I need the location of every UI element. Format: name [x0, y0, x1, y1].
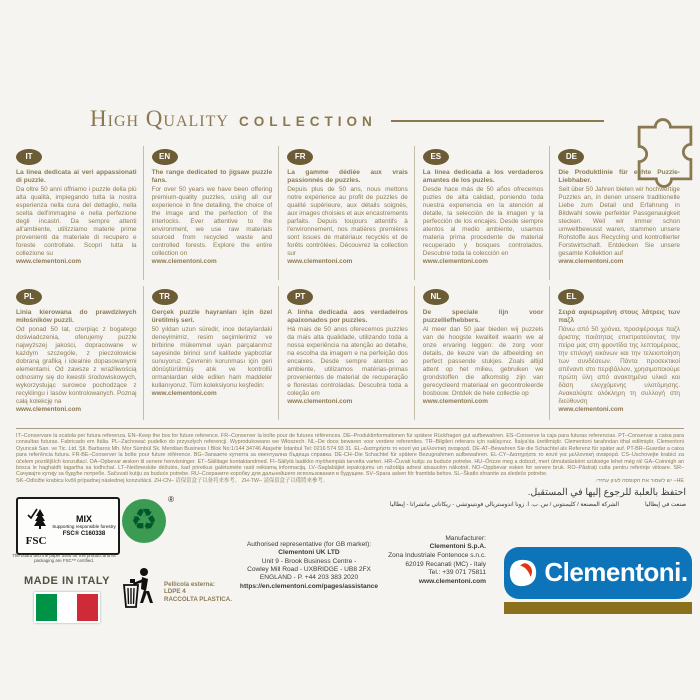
gb-rep-intro: Authorised representative (for GB market): — [246, 540, 372, 548]
section-body: Al meer dan 50 jaar bieden wij puzzels van de hoogste kwaliteit waarin we al onze ervaring leggen: de zorg voor details, de keuze van de afbeelding en perfect passende stukjes. Zoals altijd attent op het milieu, gebruiken we grondstoffen die afkomstig zijn van gerecycleerd materiaal en gecontroleerde bosbouw. Ontdek de hele collectie op — [422, 326, 544, 397]
section-heading: La linea dedicata ai veri appassionati di puzzle. — [16, 169, 137, 184]
fsc-caption: The board and the paper used for this product and its packaging are FSC™ certified. — [12, 552, 116, 563]
website-link: www.clementoni.com — [151, 390, 217, 397]
arabic-manufacturer-text: الشركة المصنعة / كليمنتوني / س. ب. ا. زونا اندوستريالي فونتينوتشي - ريكاناتي ماتشراتا - إيطاليا — [389, 501, 619, 508]
film-line1: Pellicola esterna: — [164, 580, 215, 588]
tidy-man-icon — [120, 565, 158, 615]
section-body: Seit über 50 Jahren bieten wir hochwertige Puzzles an, in denen unsere traditionelle Liebe zum Detail und Erfahrung in Bildwahl sowie perfekter Passgenauigkeit stecken. Weil wir immer schon umweltbewusst waren, stammen unsere Rohstoffe aus Recycling und kontrollierter Forstwirtschaft. Entdecken Sie unsere gesamte Kollektion auf — [558, 186, 680, 257]
section-body: 50 yıldan uzun süredir, ince detaylardaki deneyimimiz, resim seçimlerimiz ve birbirine mükemmel uyan parçalarımız sayesinde birinci sınıf kalitede yapbozlar sunuyoruz. Çevrenin korunması için geri dönüştürülmüş atık ve kontrollü ormanlardan elde edilen ham maddeler kullanıyoruz. Tüm koleksiyonu keşfedin: — [151, 326, 273, 389]
plastic-recycling-block — [120, 565, 232, 615]
gb-rep-address2: Cowley Mill Road - UXBRIDGE - UB8 2FX — [247, 566, 371, 574]
section-body: Od ponad 50 lat, czerpiąc z bogatego doświadczenia, oferujemy puzzle najwyższej jakości, dopracowane w każdym szczególe, z pieczołowicie dobraną grafiką i idealnie dopasowanymi elementami. Od zawsze z wrażliwością odnosimy się do kwestii środowiskowych, wykorzystując surowce pochodzące z recyklingu i lasów kontrolowanych. Poznaj całą kolekcję na — [16, 326, 137, 405]
language-badge-fr: FR — [287, 149, 313, 165]
section-heading: La línea dedicada a los verdaderos amantes de los puzles. — [422, 169, 544, 184]
arabic-text-block — [390, 487, 686, 508]
arabic-keep-box-text: احتفظ بالعلبة للرجوع إليها في المستقبل. — [527, 486, 686, 498]
website-link: www.clementoni.com — [287, 398, 353, 405]
section-divider — [16, 428, 684, 429]
website-link: www.clementoni.com — [422, 258, 488, 265]
language-section-tr — [152, 286, 280, 420]
fsc-certification-logo — [16, 497, 120, 555]
section-body: Há mais de 50 anos oferecemos puzzles da mais alta qualidade, utilizando toda a nossa experiência na atenção ao detalhe, na escolha da imagem e na perfeição dos encaixes. Desde sempre atentos ao ambiente, utilizamos matérias-primas provenientes de material de recuperação e florestas controladas. Descubra toda a coleção em — [287, 326, 408, 397]
film-recycling-text — [164, 581, 232, 615]
film-line3: RACCOLTA PLASTICA. — [164, 595, 232, 603]
page-title-secondary: COLLECTION — [238, 113, 377, 129]
made-in-italy-label: MADE IN ITALY — [24, 574, 110, 587]
gb-rep-address1: Unit 9 - Brook Business Centre - — [261, 557, 357, 565]
fine-print-last-line — [16, 478, 684, 485]
manufacturer-block — [366, 535, 486, 587]
manufacturer-intro: Manufacturer: — [445, 534, 486, 542]
website-link: www.clementoni.com — [422, 398, 488, 405]
section-body: For over 50 years we have been offering premium-quality puzzles, using all our experience in fine detailing, the choice of the image and the perfection of the interlocks. Ever attentive to the environment, we use raw materials sourced from recycled waste and controlled forests. Explore the entire collection on — [151, 186, 273, 257]
language-section-es — [423, 146, 551, 280]
language-section-pt — [287, 286, 415, 420]
puzzle-piece-icon — [624, 112, 700, 199]
fsc-mix-label: MIX — [75, 514, 92, 525]
manufacturer-tel: Tel.: +39 071 75811 — [428, 569, 486, 577]
manufacturer-address1: Zona Industriale Fontenoce s.n.c. — [388, 552, 486, 560]
language-section-fr — [287, 146, 415, 280]
title-divider-line — [391, 120, 604, 122]
section-heading: Linia kierowana do prawdziwych miłośników puzzli. — [16, 309, 137, 324]
language-badge-de: DE — [558, 149, 584, 165]
film-line2: LDPE 4 — [164, 588, 186, 596]
section-heading: A linha dedicada aos verdadeiros apaixonados por puzzles. — [287, 309, 408, 324]
footer — [0, 487, 700, 699]
clementoni-logo-mark — [508, 558, 538, 588]
website-link: www.clementoni.com — [16, 258, 82, 265]
italian-flag-icon — [34, 592, 100, 623]
manufacturer-url: www.clementoni.com — [418, 577, 486, 585]
fine-print: IT–Conservare la scatola per futura referenza. EN–Keep the box for future reference. FR–Conserver la boîte pour de futures références. DE–Produktinformationen für spätere Rückfragen gut aufbewahren. ES–Conserve la caja para futuras referencias. PT–Conservar a caixa para consultas futuras. Fabricado em Itália. PL–Zachować pudełko do przyszłych referencji. Wyprodukowano we Włoszech. NL–De doos bewaren voor verdere referenties. TR–Bilgileri referans için saklayınız. İtalya'da üretilmiştir. Clementoni tarafından ithal edilmiştir. Clementoni Oyuncak San. ve Tic. Ltd. Şti. Barbaros Mh. Mor Sümbül Sk. Meridian Business I Blok No:1/144 34746 Ataşehir İstanbul Tel: 0216 574 93 31. EL–Διατηρήστε το κουτί για μελλοντική αναφορά. DE-AT–Bewahren Sie die Schachtel als Referenz für später auf. PT-BR–Guardar a caixa para referência futura. FR-BE–Conserver la boîte pour future référence. BG–Запазете кутията за евентуална бъдеща справка. DE-CH–Die Schachtel für spätere Bezugnahmen aufbewahren. EL-CY–Διατηρήστε το κουτί για μελλοντική αναφορά. CS–Uschovejte krabici za účelem pozdějších konzultací. DA–Opbevar æsken til senere henvisninger. ET–Säilitage kontaktandmed. FI–Säilytä laatikko myöhempää tarvetta varten. HR–Čuvati kutiju za buduće potrebe. HU–Őrizze meg a dobozt, mert útmutatásként szüksége lehet még rá! GA–Coinnigh an bosca le haghaidh tagartha sa todhchaí. LT–Neišmeskite dėžutės, kad prireikus galėtumėte rasti reikiamą informaciją. LV–Saglabājiet iepakojumu un ražotāja adresi atsaucēm nākotnē. NO–Oppbevar esken for senere bruk. RO–Păstrați cutia pentru referințe viitoare. SR–Сачувајте кутију за будуће потребе. Sačuvati kutiju za buduće potrebe. RU–Сохраните коробку для дальнейшего использования в будущем. SV–Spara asken för framtida behov. SL–Škatlo shranite za sledeče potrebe. — [16, 433, 684, 478]
language-badge-tr: TR — [152, 289, 178, 305]
section-heading: Die Produktlinie für echte Puzzle-Liebhaber. — [558, 169, 680, 184]
manufacturer-name: Clementoni S.p.A. — [429, 543, 486, 551]
website-link: www.clementoni.com — [16, 406, 82, 413]
language-section-en — [152, 146, 280, 280]
website-link: www.clementoni.com — [558, 406, 624, 413]
fine-print-cjk: SK–Odložte krabicu kvôli prípadnej následnej konzultácii. ZH-CN– 请保留盒子以备将来参考。 ZH-TW– 請保留盒子以備將來參考。 — [16, 477, 329, 484]
clementoni-logo-text: Clementoni. — [544, 557, 688, 588]
language-section-nl — [423, 286, 551, 420]
section-body: Da oltre 50 anni offriamo i puzzle della più alta qualità, impiegando tutta la nostra esperienza nella cura del dettaglio, nella scelta dell'immagine e nella perfezione degli incastri. Da sempre attenti all'ambiente, utilizziamo materie prime provenienti da materiale di recupero e foreste controllate. Scopri tutta la collezione su — [16, 186, 137, 257]
section-heading: De speciale lijn voor puzzelliefhebbers. — [422, 309, 544, 324]
gb-rep-name: Clementoni UK LTD — [278, 549, 340, 557]
website-link: www.clementoni.com — [558, 258, 624, 265]
section-body: Desde hace más de 50 años ofrecemos puzles de alta calidad, poniendo toda nuestra experiencia en la atención al detalle, la selección de la imagen y la perfección de los encajes. Desde siempre atentos al medio ambiente, usamos materia prima procedente de material recuperado y bosques controlados. Descubre toda la colección en — [422, 186, 544, 257]
arabic-made-in-italy: صنعت في إيطاليا — [644, 501, 686, 508]
fsc-tagline: Supporting responsible forestry — [52, 524, 116, 530]
language-grid — [16, 146, 686, 420]
language-section-pl — [16, 286, 144, 420]
section-heading: The range dedicated to jigsaw puzzle fans. — [151, 169, 273, 184]
gb-rep-address3: ENGLAND - P. +44 203 383 2020 — [259, 574, 359, 582]
language-section-el — [558, 286, 686, 420]
manufacturer-address2: 62019 Recanati (MC) - Italy — [405, 560, 486, 568]
fsc-license-code: FSC® C160338 — [62, 530, 106, 537]
page-title: High Quality — [90, 106, 229, 131]
language-badge-el: EL — [558, 289, 584, 305]
website-link: www.clementoni.com — [287, 258, 353, 265]
fsc-tree-icon — [20, 505, 52, 546]
language-badge-pl: PL — [16, 289, 42, 305]
section-heading: Σειρά αφιερωμένη στους λάτρεις των παζλ — [558, 309, 680, 324]
header — [90, 106, 604, 132]
website-link: www.clementoni.com — [151, 258, 217, 265]
clementoni-logo — [504, 547, 692, 614]
registered-mark: ® — [168, 494, 174, 504]
language-badge-it: IT — [16, 149, 42, 165]
arabic-manufacturer-line — [390, 502, 686, 508]
fine-print-hebrew: HE– יש לשמור את הקופסה לעיון עתידי. — [594, 477, 684, 484]
made-in-italy-block — [24, 575, 110, 623]
section-body: Depuis plus de 50 ans, nous mettons notre expérience au profit de puzzles de qualité supérieure, aux détails soignés, aux images choisies et aux encastrements parfaits. Depuis toujours attentifs à l'environnement, nos matières premières sont issues de matériaux recyclés et de forêts contrôlées. Découvrez la collection sur — [287, 186, 408, 257]
gb-rep-url: https://en.clementoni.com/pages/assistance — [239, 582, 379, 590]
fsc-brand-label: FSC — [25, 535, 47, 548]
language-badge-nl: NL — [423, 289, 449, 305]
language-badge-en: EN — [152, 149, 178, 165]
section-heading: La gamme dédiée aux vrais passionnés de puzzles. — [287, 169, 408, 184]
section-body: Πάνω από 50 χρόνια, προσφέρουμε παζλ άριστης ποιότητας επιστρατεύοντας την πείρα μας στη φροντίδα της λεπτομέρειας, την επιλογή εικόνων και την τελειοποίηση των συνδέσεων. Πάντα προσεκτικοί απέναντι στο περιβάλλον, χρησιμοποιούμε πρώτη ύλη από ανακτημένα υλικά και δάση ελεγχόμενης υλοτόμησης. Ανακαλύψτε ολόκληρη τη συλλογή στη διεύθυνση — [558, 326, 680, 405]
language-section-it — [16, 146, 144, 280]
section-heading: Gerçek puzzle hayranları için özel üretilmiş seri. — [151, 309, 273, 324]
language-badge-pt: PT — [287, 289, 313, 305]
green-dot-recycling-icon: ♻ ® — [122, 499, 168, 545]
box-bottom-band — [504, 602, 692, 614]
language-badge-es: ES — [423, 149, 449, 165]
